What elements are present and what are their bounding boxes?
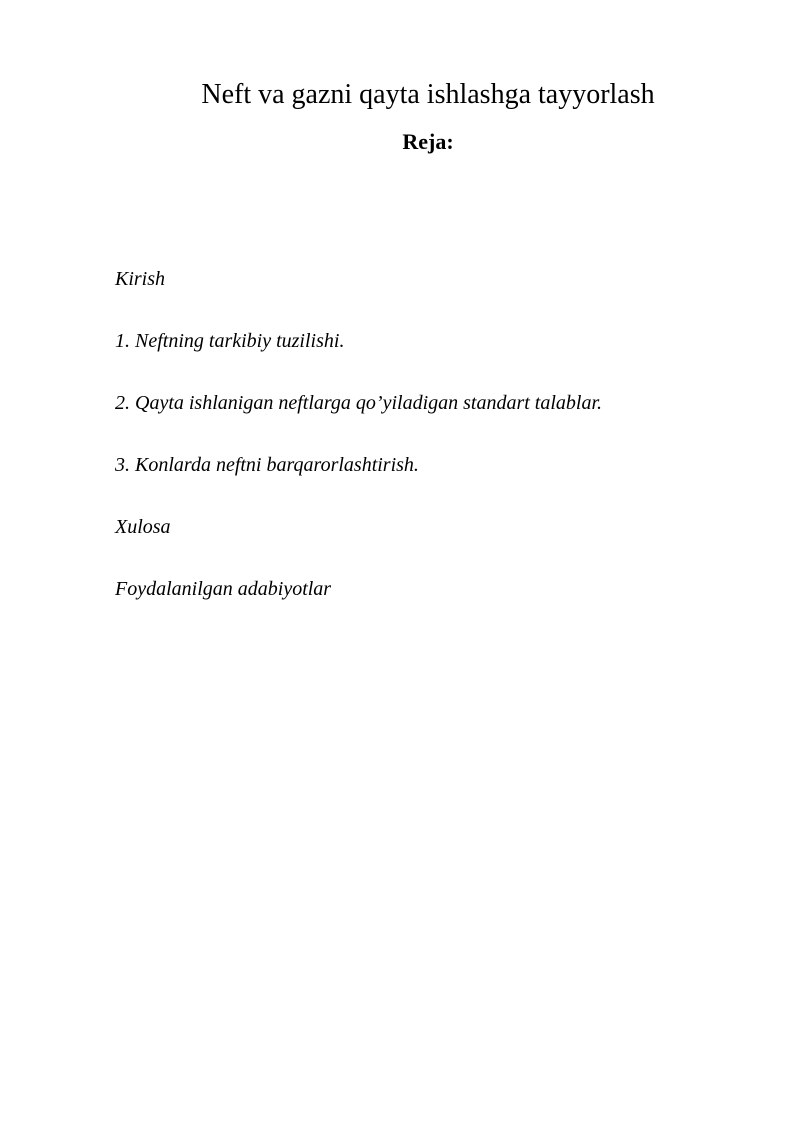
plan-heading: Reja: (402, 129, 454, 154)
plan-list (115, 266, 602, 638)
document-title: Neft va gazni qayta ishlashga tayyorlash (201, 79, 655, 110)
plan-item-2: 2. Qayta ishlanigan neftlarga qo’yiladigan standart talablar. (115, 392, 603, 414)
plan-item-conclusion: Xulosa (115, 516, 171, 538)
plan-item-3: 3. Konlarda neftni barqarorlashtirish. (115, 454, 419, 476)
plan-item-introduction: Kirish (115, 268, 166, 290)
plan-item-1: 1. Neftning tarkibiy tuzilishi. (115, 330, 345, 352)
plan-item-references: Foydalanilgan adabiyotlar (115, 578, 332, 600)
